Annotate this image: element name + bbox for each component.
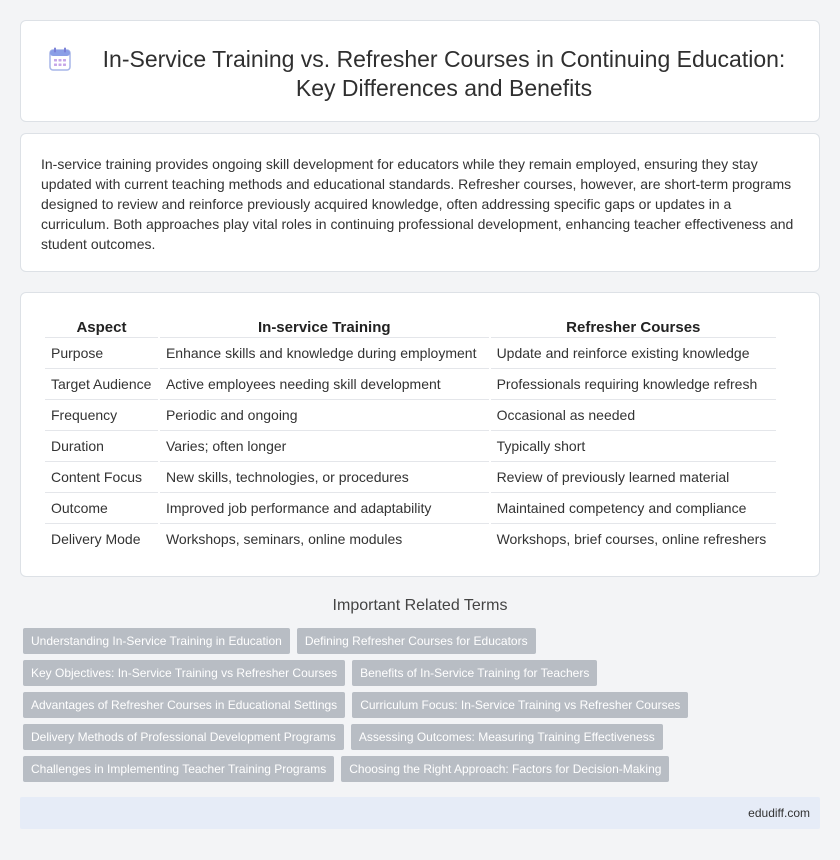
page-title: In-Service Training vs. Refresher Courses in Continuing Education: Key Differences and Benefits: [102, 46, 786, 101]
related-term-tag[interactable]: Understanding In-Service Training in Education: [23, 628, 290, 654]
table-cell: Occasional as needed: [491, 399, 776, 430]
table-cell: Improved job performance and adaptability: [160, 492, 489, 523]
related-term-tag[interactable]: Choosing the Right Approach: Factors for Decision-Making: [341, 756, 669, 782]
table-cell: Frequency: [45, 399, 158, 430]
table-cell: Active employees needing skill development: [160, 368, 489, 399]
footer: [20, 797, 820, 829]
related-terms-list: [23, 628, 823, 788]
table-row: [45, 492, 776, 523]
related-term-tag[interactable]: Curriculum Focus: In-Service Training vs Refresher Courses: [352, 692, 688, 718]
related-term-tag[interactable]: Advantages of Refresher Courses in Educational Settings: [23, 692, 345, 718]
column-header: Aspect: [76, 318, 127, 336]
related-terms-heading: Important Related Terms: [332, 597, 508, 614]
table-cell: Enhance skills and knowledge during employment: [160, 337, 489, 368]
table-cell: Maintained competency and compliance: [491, 492, 776, 523]
related-term-tag[interactable]: Defining Refresher Courses for Educators: [297, 628, 536, 654]
table-cell: Delivery Mode: [45, 523, 158, 554]
table-row: [45, 523, 776, 554]
related-term-tag[interactable]: Assessing Outcomes: Measuring Training Effectiveness: [351, 724, 663, 750]
table-cell: New skills, technologies, or procedures: [160, 461, 489, 492]
column-header: Refresher Courses: [566, 318, 701, 336]
table-row: [45, 399, 776, 430]
table-row: [45, 337, 776, 368]
table-header-row: [45, 311, 776, 337]
table-row: [45, 368, 776, 399]
table-cell: Review of previously learned material: [491, 461, 776, 492]
table-cell: Workshops, seminars, online modules: [160, 523, 489, 554]
intro-paragraph: In-service training provides ongoing skill development for educators while they remain employed, ensuring they stay updated with current teaching methods and educational standards. Refresher courses, however, are short-term programs designed to review and reinforce previously acquired knowledge, often addressing specific gaps or updates in a curriculum. Both approaches play vital roles in continuing professional development, enhancing teacher effectiveness and student outcomes.: [41, 156, 794, 252]
table-cell: Professionals requiring knowledge refresh: [491, 368, 776, 399]
table-cell: Target Audience: [45, 368, 158, 399]
table-cell: Typically short: [491, 430, 776, 461]
related-term-tag[interactable]: Benefits of In-Service Training for Teachers: [352, 660, 597, 686]
column-header: In-service Training: [257, 318, 391, 336]
related-term-tag[interactable]: Challenges in Implementing Teacher Training Programs: [23, 756, 334, 782]
comparison-card: [20, 292, 820, 577]
table-cell: Periodic and ongoing: [160, 399, 489, 430]
related-term-tag[interactable]: Delivery Methods of Professional Development Programs: [23, 724, 344, 750]
related-term-tag[interactable]: Key Objectives: In-Service Training vs Refresher Courses: [23, 660, 345, 686]
table-cell: Outcome: [45, 492, 158, 523]
table-cell: Content Focus: [45, 461, 158, 492]
site-name[interactable]: edudiff.com: [748, 806, 810, 820]
table-cell: Update and reinforce existing knowledge: [491, 337, 776, 368]
table-cell: Workshops, brief courses, online refreshers: [491, 523, 776, 554]
table-cell: Purpose: [45, 337, 158, 368]
table-cell: Duration: [45, 430, 158, 461]
header-card: [20, 20, 820, 122]
comparison-table: [43, 311, 778, 554]
table-cell: Varies; often longer: [160, 430, 489, 461]
intro-card: [20, 133, 820, 272]
table-row: [45, 430, 776, 461]
table-row: [45, 461, 776, 492]
